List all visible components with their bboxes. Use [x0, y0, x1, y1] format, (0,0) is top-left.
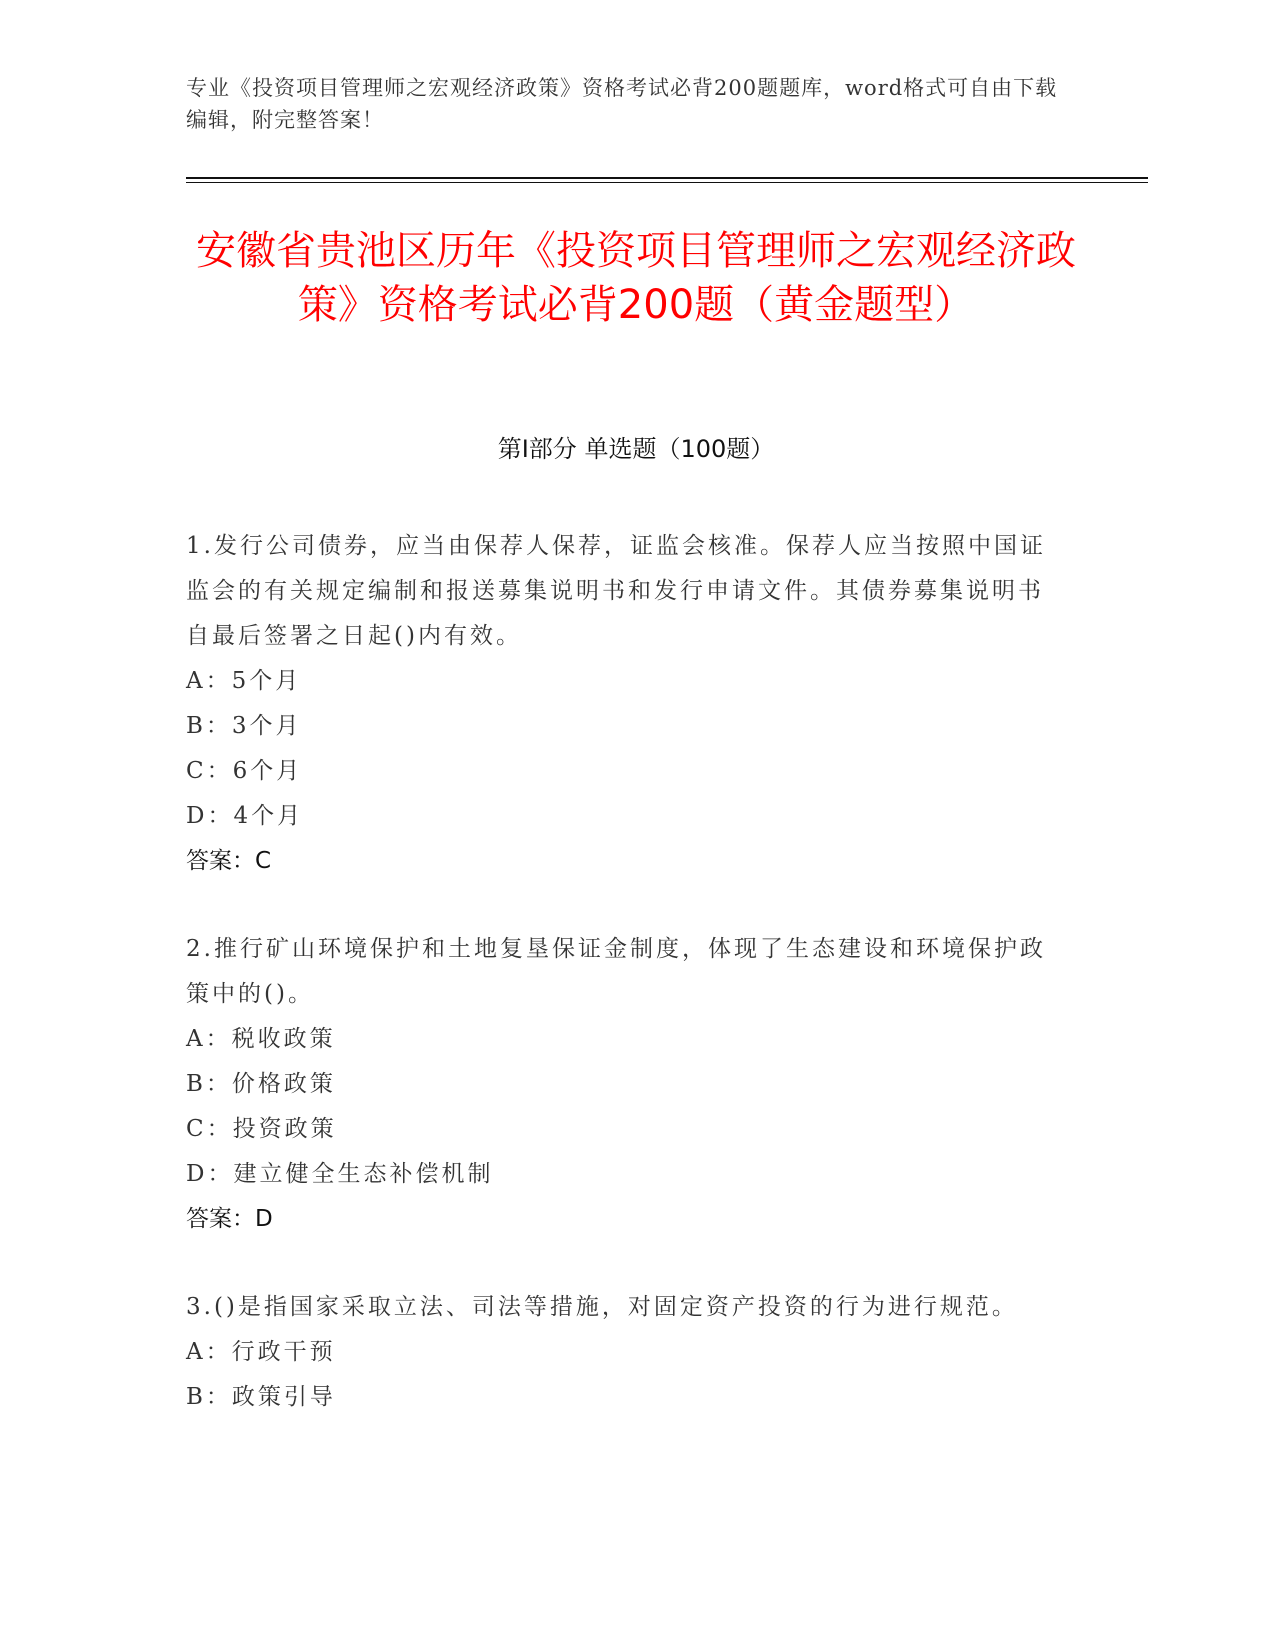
question-list [186, 524, 1066, 1463]
option-a: A：5个月 [186, 668, 302, 694]
option-c: C：6个月 [186, 758, 303, 784]
question-1 [186, 524, 1066, 884]
option-d: D：建立健全生态补偿机制 [186, 1161, 494, 1187]
question-2 [186, 927, 1066, 1242]
question-stem: 2.推行矿山环境保护和土地复垦保证金制度，体现了生态建设和环境保护政策中的()。 [186, 936, 1046, 1007]
option-b: B：3个月 [186, 713, 302, 739]
header-rule-thin [186, 182, 1148, 183]
answer: 答案：C [186, 848, 272, 874]
section-title: 第I部分 单选题（100题） [497, 435, 775, 463]
option-b: B：政策引导 [186, 1384, 336, 1410]
option-a: A：行政干预 [186, 1339, 336, 1365]
answer: 答案：D [186, 1206, 273, 1232]
question-stem: 1.发行公司债券，应当由保荐人保荐，证监会核准。保荐人应当按照中国证监会的有关规定编制和报送募集说明书和发行申请文件。其债券募集说明书自最后签署之日起()内有效。 [186, 533, 1046, 649]
header-rule-thick [186, 177, 1148, 179]
question-3 [186, 1285, 1066, 1420]
option-a: A：税收政策 [186, 1026, 336, 1052]
option-c: C：投资政策 [186, 1116, 337, 1142]
option-b: B：价格政策 [186, 1071, 336, 1097]
option-d: D：4个月 [186, 803, 304, 829]
document-title: 安徽省贵池区历年《投资项目管理师之宏观经济政策》资格考试必背200题（黄金题型） [196, 228, 1076, 328]
header-note: 专业《投资项目管理师之宏观经济政策》资格考试必背200题题库，word格式可自由下载编辑，附完整答案！ [186, 76, 1058, 132]
question-stem: 3.()是指国家采取立法、司法等措施，对固定资产投资的行为进行规范。 [186, 1294, 1018, 1320]
